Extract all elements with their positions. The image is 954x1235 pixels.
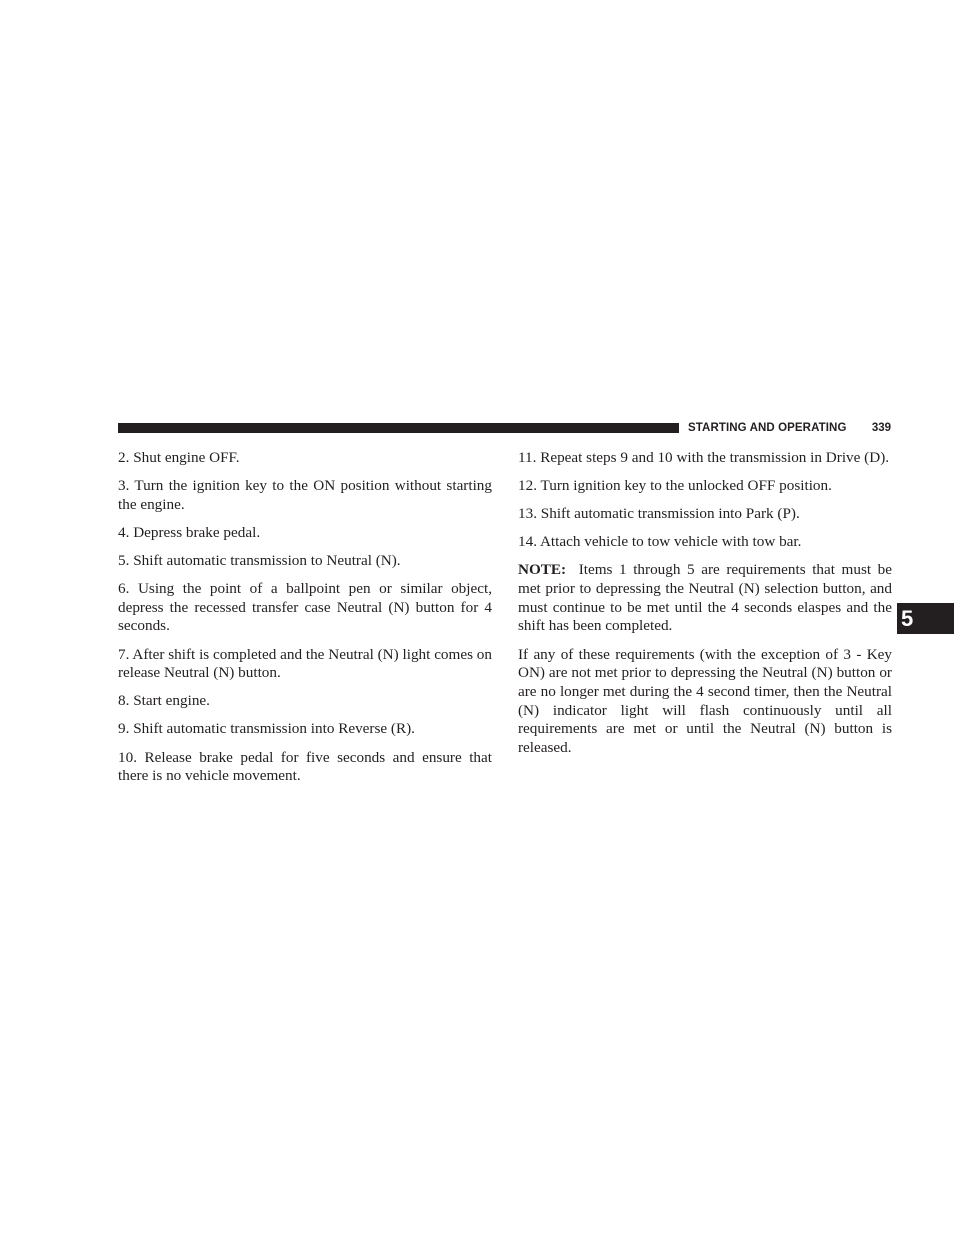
step-12: 12. Turn ignition key to the unlocked OFF position. — [518, 477, 832, 495]
step-5: 5. Shift automatic transmission to Neutral (N). — [118, 551, 401, 569]
right-column — [518, 449, 892, 767]
step-10: 10. Release brake pedal for five seconds and ensure that there is no vehicle movement. — [118, 748, 492, 785]
step-9: 9. Shift automatic transmission into Reverse (R). — [118, 720, 415, 738]
step-3: 3. Turn the ignition key to the ON position without starting the engine. — [118, 477, 492, 513]
section-title: STARTING AND OPERATING — [688, 422, 847, 434]
closing-paragraph: If any of these requirements (with the exception of 3 - Key ON) are not met prior to depressing the Neutral (N) button or are no longer met during the 4 second timer, then the Neutral (N) indicator light will flash continuously until all requirements are met or until the Neutral (N) button is released. — [518, 645, 892, 757]
chapter-tab: 5 — [897, 603, 954, 634]
step-8: 8. Start engine. — [118, 692, 210, 710]
step-7: 7. After shift is completed and the Neutral (N) light comes on release Neutral (N) button. — [118, 645, 492, 682]
step-2: 2. Shut engine OFF. — [118, 449, 240, 466]
note-paragraph — [518, 561, 892, 636]
page-number: 339 — [871, 422, 891, 434]
note-text: Items 1 through 5 are requirements that must be met prior to depressing the Neutral (N) selection button, and must continue to be met until the 4 seconds elaspes and the shift has been completed. — [518, 561, 892, 635]
step-14: 14. Attach vehicle to tow vehicle with tow bar. — [518, 533, 802, 551]
step-13: 13. Shift automatic transmission into Park (P). — [518, 505, 800, 523]
step-4: 4. Depress brake pedal. — [118, 523, 261, 541]
header-rule — [118, 423, 679, 433]
left-column — [118, 449, 492, 795]
step-6: 6. Using the point of a ballpoint pen or similar object, depress the recessed transfer case Neutral (N) button for 4 seconds. — [118, 580, 492, 635]
step-11: 11. Repeat steps 9 and 10 with the transmission in Drive (D). — [518, 449, 890, 466]
note-label: NOTE: — [518, 561, 567, 579]
